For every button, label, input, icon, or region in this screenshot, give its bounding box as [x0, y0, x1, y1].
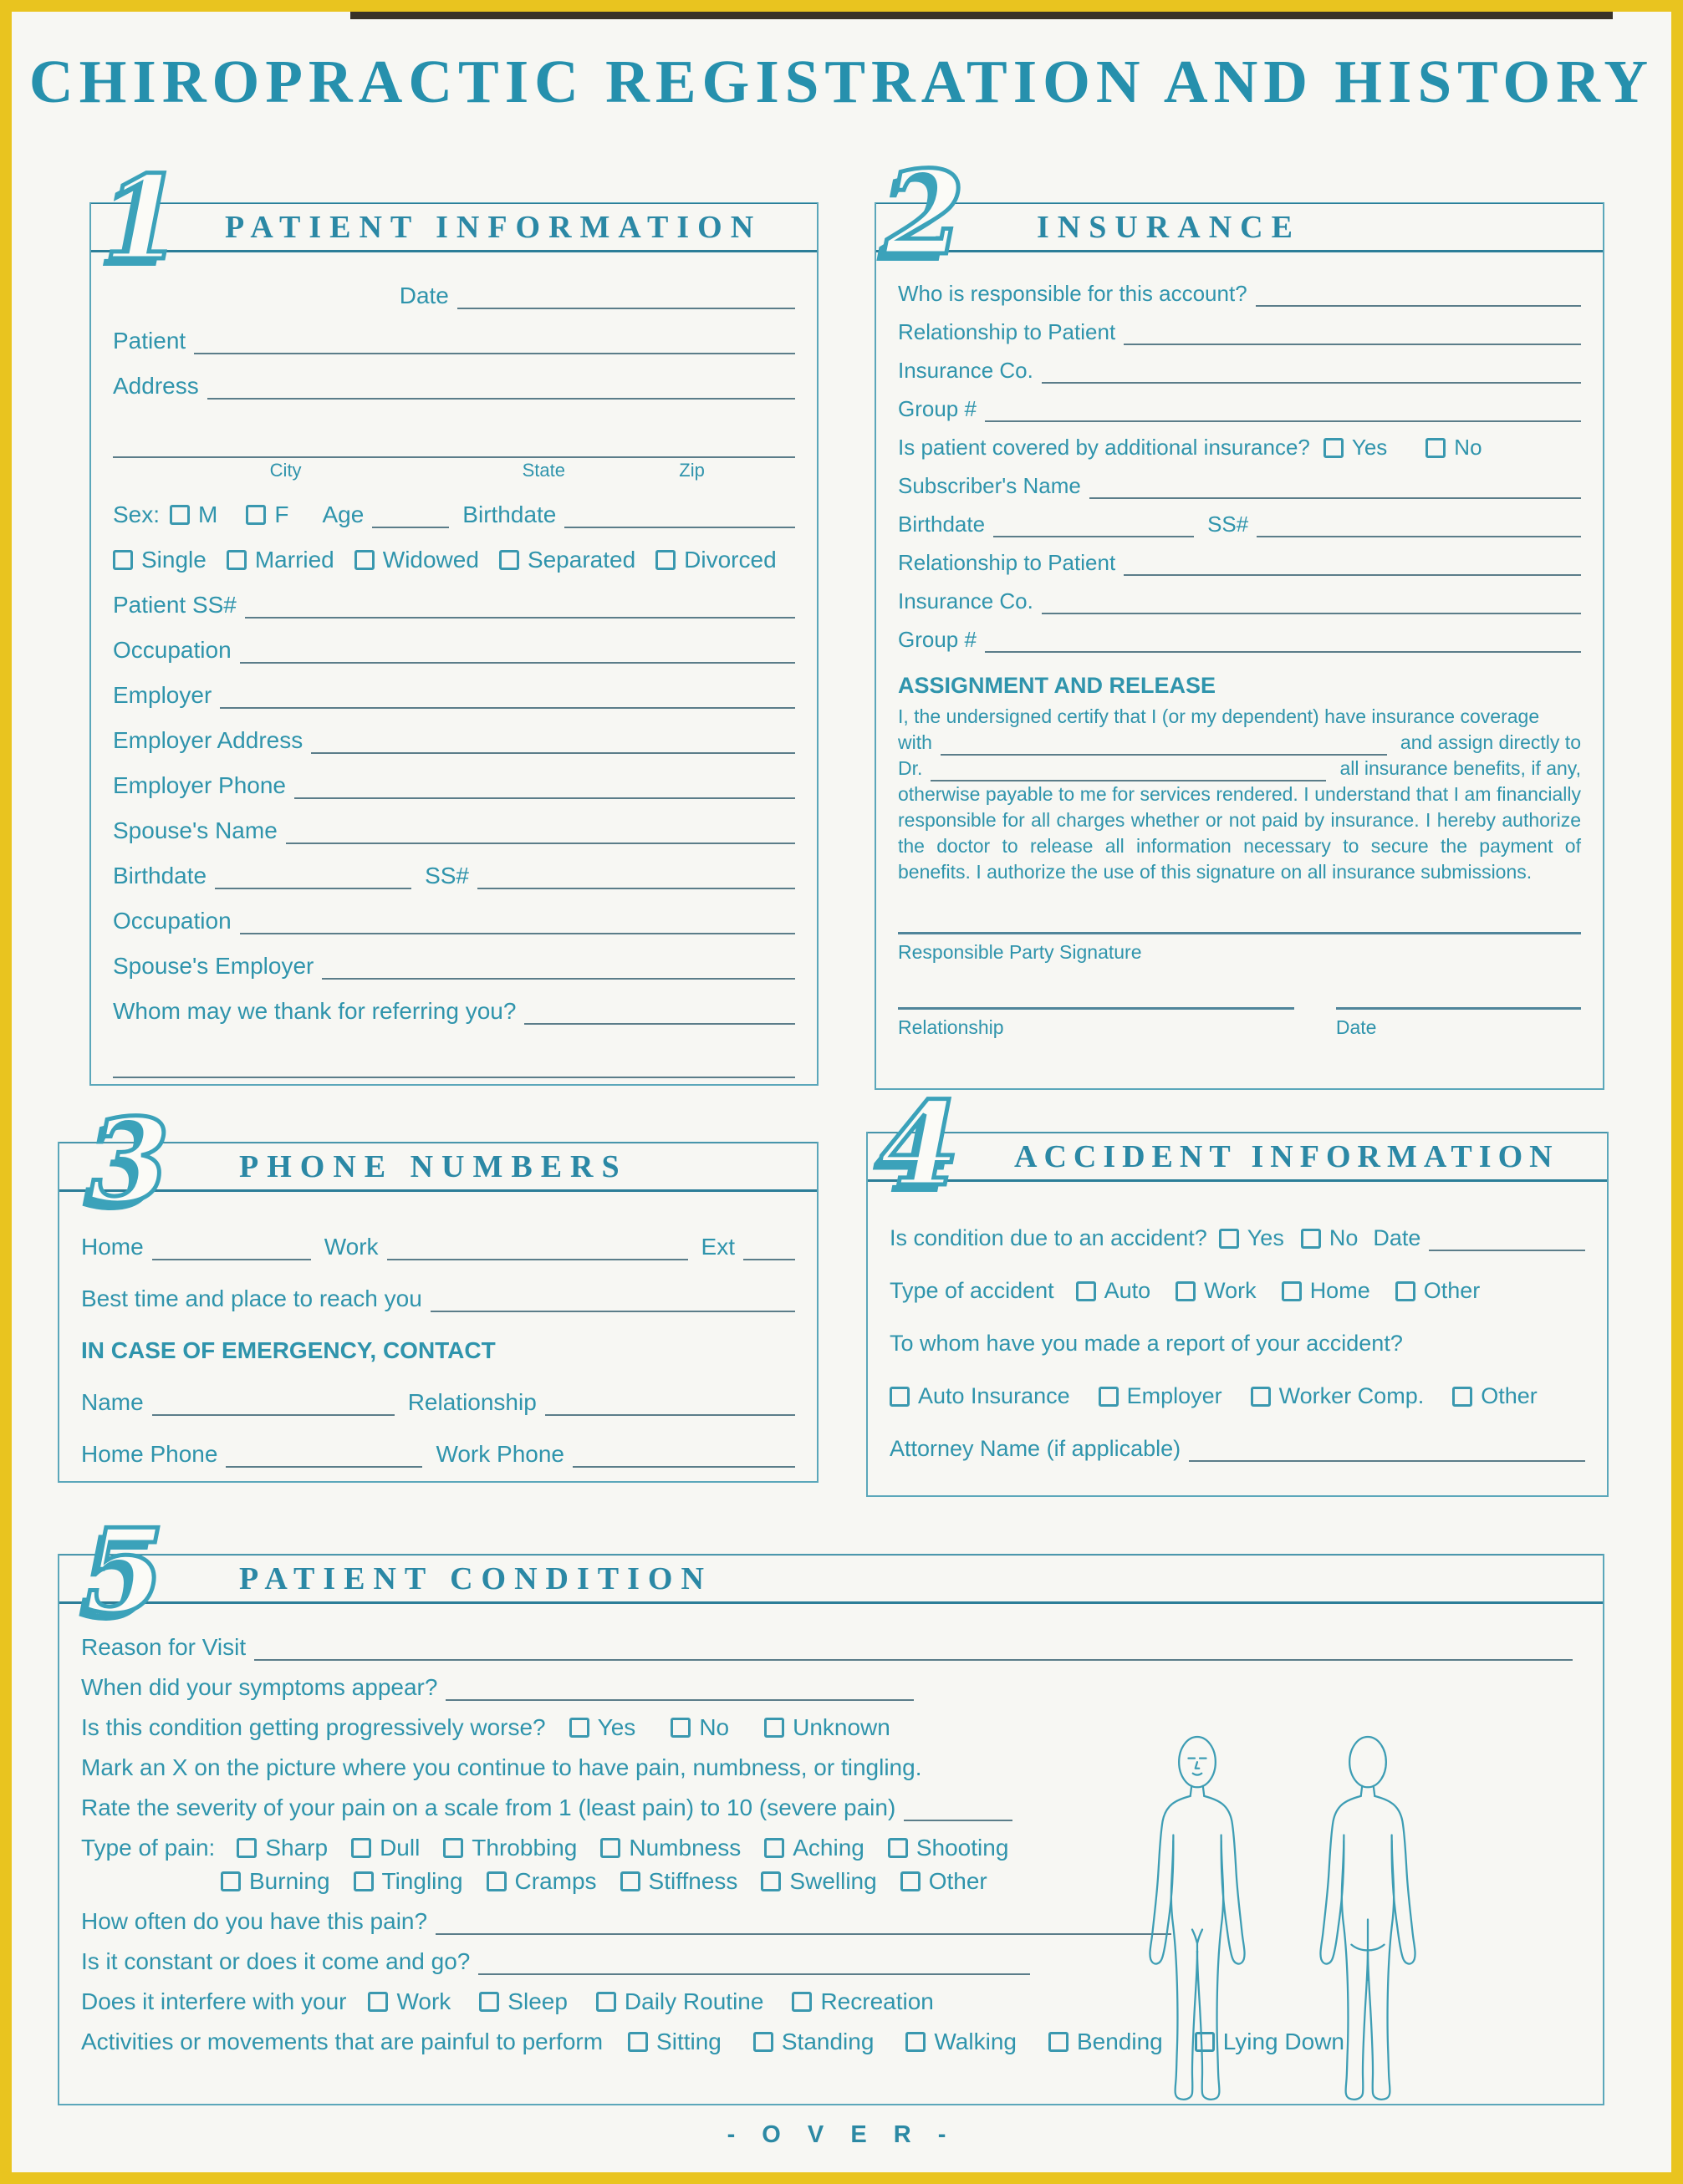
- activity-sitting-checkbox[interactable]: [628, 2032, 648, 2052]
- type-home-checkbox[interactable]: [1282, 1281, 1302, 1301]
- constant-field[interactable]: [478, 1950, 1030, 1975]
- report-worker-comp-checkbox[interactable]: [1251, 1387, 1271, 1407]
- section-patient-information: [89, 150, 819, 1086]
- spouse-birthdate-field[interactable]: [215, 864, 411, 889]
- emergency-name-field[interactable]: [152, 1391, 395, 1416]
- subscriber-ss-label: SS#: [1207, 512, 1249, 537]
- section-accident-information: [866, 1076, 1609, 1497]
- type-other-label: Other: [1423, 1278, 1481, 1303]
- spouse-employer-field[interactable]: [322, 955, 795, 980]
- over-label: - O V E R -: [727, 2121, 956, 2148]
- pain-other-checkbox[interactable]: [900, 1871, 921, 1891]
- section-number-1: 1: [103, 150, 184, 286]
- pain-sharp-label: Sharp: [265, 1835, 329, 1861]
- type-work-checkbox[interactable]: [1176, 1281, 1196, 1301]
- pain-swelling-checkbox[interactable]: [761, 1871, 781, 1891]
- pain-stiffness-label: Stiffness: [648, 1868, 738, 1894]
- home-label: Home: [81, 1234, 144, 1260]
- subscriber-birthdate-label: Birthdate: [898, 512, 986, 537]
- sex-female-checkbox[interactable]: [246, 505, 266, 525]
- married-checkbox[interactable]: [227, 550, 247, 570]
- assignment-paragraph-2: otherwise payable to me for services rendered. I understand that I am financially responsible for all charges whether or not paid by insurance. I hereby authorize the doctor to release all information necessary to secure the payment of benefits. I authorize the use of this signature on all insurance submissions.: [898, 783, 1581, 883]
- worse-no-checkbox[interactable]: [671, 1718, 691, 1738]
- activity-sitting-label: Sitting: [656, 2029, 722, 2054]
- occupation-field[interactable]: [240, 639, 795, 664]
- worse-yes-label: Yes: [597, 1714, 636, 1740]
- subscriber-label: Subscriber's Name: [898, 473, 1081, 498]
- emergency-relationship-field[interactable]: [545, 1391, 795, 1416]
- subscriber-ss-field[interactable]: [1257, 512, 1581, 537]
- activity-standing-checkbox[interactable]: [753, 2032, 773, 2052]
- pain-stiffness-checkbox[interactable]: [620, 1871, 640, 1891]
- report-other-checkbox[interactable]: [1452, 1387, 1472, 1407]
- assign-directly-label: and assign directly to: [1400, 731, 1581, 753]
- widowed-label: Widowed: [382, 547, 479, 573]
- emergency-home-phone-label: Home Phone: [81, 1441, 218, 1467]
- employer-label: Employer: [113, 682, 212, 708]
- pain-numbness-checkbox[interactable]: [600, 1838, 620, 1858]
- activity-standing-label: Standing: [781, 2029, 875, 2054]
- pain-shooting-checkbox[interactable]: [888, 1838, 908, 1858]
- worse-label: Is this condition getting progressively worse?: [81, 1714, 546, 1740]
- how-often-field[interactable]: [436, 1910, 1171, 1935]
- subscriber-birthdate-field[interactable]: [993, 512, 1194, 537]
- benefits-label: all insurance benefits, if any,: [1339, 757, 1581, 779]
- interfere-recreation-label: Recreation: [820, 1988, 934, 2014]
- pain-cramps-label: Cramps: [514, 1868, 597, 1894]
- report-employer-checkbox[interactable]: [1099, 1387, 1119, 1407]
- responsible-field[interactable]: [1256, 282, 1581, 307]
- emergency-work-phone-label: Work Phone: [436, 1441, 564, 1467]
- spouse-employer-label: Spouse's Employer: [113, 953, 314, 979]
- section-insurance: [875, 145, 1604, 1090]
- group-label: Group #: [898, 396, 977, 421]
- pain-tingling-label: Tingling: [381, 1868, 463, 1894]
- patient-field[interactable]: [194, 329, 795, 354]
- employer-address-field[interactable]: [311, 729, 795, 754]
- accident-no-label: No: [1329, 1225, 1359, 1250]
- pain-burning-checkbox[interactable]: [221, 1871, 241, 1891]
- best-time-label: Best time and place to reach you: [81, 1285, 422, 1311]
- group2-label: Group #: [898, 627, 977, 652]
- section-3-title: PHONE NUMBERS: [239, 1148, 628, 1184]
- accident-yes-label: Yes: [1247, 1225, 1284, 1250]
- separated-checkbox[interactable]: [499, 550, 519, 570]
- dr-field[interactable]: [931, 760, 1326, 781]
- date-signature-label: Date: [1335, 1016, 1377, 1038]
- state-label: State: [522, 460, 565, 481]
- section-2-header: [876, 204, 1603, 252]
- pain-burning-label: Burning: [249, 1868, 330, 1894]
- activity-bending-checkbox[interactable]: [1048, 2032, 1068, 2052]
- report-other-label: Other: [1481, 1383, 1538, 1408]
- pain-numbness-label: Numbness: [629, 1835, 742, 1861]
- type-home-label: Home: [1309, 1278, 1370, 1303]
- employer-phone-label: Employer Phone: [113, 772, 287, 798]
- pain-aching-label: Aching: [793, 1835, 864, 1861]
- emergency-home-phone-field[interactable]: [226, 1443, 422, 1468]
- spouse-occupation-field[interactable]: [240, 909, 795, 934]
- address-field[interactable]: [207, 374, 795, 400]
- dr-label: Dr.: [898, 757, 923, 779]
- report-auto-insurance-label: Auto Insurance: [918, 1383, 1070, 1408]
- reason-field[interactable]: [254, 1636, 1573, 1661]
- pain-swelling-label: Swelling: [789, 1868, 877, 1894]
- attorney-label: Attorney Name (if applicable): [890, 1436, 1181, 1461]
- spouse-name-label: Spouse's Name: [113, 817, 278, 843]
- constant-label: Is it constant or does it come and go?: [81, 1948, 471, 1974]
- activity-lying-down-label: Lying Down: [1222, 2029, 1344, 2054]
- spouse-birthdate-label: Birthdate: [113, 863, 207, 888]
- interfere-work-checkbox[interactable]: [368, 1992, 388, 2012]
- work-field[interactable]: [387, 1235, 688, 1260]
- rate-label: Rate the severity of your pain on a scale from 1 (least pain) to 10 (severe pain): [81, 1795, 896, 1820]
- section-5-header: [59, 1555, 1603, 1604]
- symptoms-label: When did your symptoms appear?: [81, 1674, 438, 1700]
- relationship2-label: Relationship to Patient: [898, 550, 1116, 575]
- interfere-sleep-label: Sleep: [507, 1988, 568, 2014]
- date-signature-line[interactable]: [1336, 1007, 1581, 1010]
- age-label: Age: [322, 501, 365, 527]
- type-other-checkbox[interactable]: [1395, 1281, 1415, 1301]
- pain-aching-checkbox[interactable]: [764, 1838, 784, 1858]
- city-state-zip-field[interactable]: [113, 433, 795, 458]
- pain-shooting-label: Shooting: [915, 1835, 1009, 1861]
- accident-type-label: Type of accident: [890, 1278, 1054, 1303]
- relationship-label: Relationship to Patient: [898, 319, 1116, 344]
- activity-walking-label: Walking: [934, 2029, 1017, 2054]
- city-label: City: [269, 460, 302, 481]
- with-field[interactable]: [941, 734, 1387, 756]
- divorced-label: Divorced: [684, 547, 777, 573]
- interfere-sleep-checkbox[interactable]: [479, 1992, 499, 2012]
- reason-label: Reason for Visit: [81, 1634, 247, 1660]
- worse-yes-checkbox[interactable]: [569, 1718, 589, 1738]
- type-work-label: Work: [1204, 1278, 1257, 1303]
- referring-label: Whom may we thank for referring you?: [113, 998, 517, 1024]
- section-2-title: INSURANCE: [1037, 209, 1301, 245]
- occupation-label: Occupation: [113, 637, 232, 663]
- accident-no-checkbox[interactable]: [1301, 1229, 1321, 1249]
- body-diagram-front[interactable]: [1131, 1729, 1263, 2107]
- activity-bending-label: Bending: [1076, 2029, 1163, 2054]
- emergency-relationship-label: Relationship: [407, 1389, 537, 1415]
- insurance-co-field[interactable]: [1042, 359, 1581, 384]
- section-1-header: [91, 204, 817, 252]
- interfere-work-label: Work: [396, 1988, 451, 2014]
- pain-other-label: Other: [928, 1868, 987, 1894]
- section-number-5: 5: [84, 1503, 166, 1639]
- how-often-label: How often do you have this pain?: [81, 1908, 428, 1934]
- divorced-checkbox[interactable]: [655, 550, 676, 570]
- interfere-label: Does it interfere with your: [81, 1988, 347, 2014]
- subscriber-field[interactable]: [1089, 474, 1581, 499]
- worse-unknown-checkbox[interactable]: [764, 1718, 784, 1738]
- section-number-2: 2: [885, 145, 966, 281]
- group-field[interactable]: [985, 397, 1581, 422]
- section-3-header: [59, 1143, 817, 1192]
- section-4-header: [868, 1133, 1607, 1182]
- patient-ss-field[interactable]: [245, 593, 795, 619]
- pain-cramps-checkbox[interactable]: [487, 1871, 507, 1891]
- section-phone-numbers: [58, 1092, 819, 1483]
- rate-field[interactable]: [904, 1796, 1012, 1821]
- form-title: CHIROPRACTIC REGISTRATION AND HISTORY: [28, 48, 1655, 115]
- address-label: Address: [113, 373, 199, 399]
- sex-female-label: F: [274, 501, 289, 527]
- single-checkbox[interactable]: [113, 550, 133, 570]
- married-label: Married: [254, 547, 334, 573]
- interfere-daily-routine-label: Daily Routine: [624, 1988, 764, 2014]
- age-field[interactable]: [372, 503, 449, 528]
- spouse-ss-field[interactable]: [477, 864, 795, 889]
- mark-x-label: Mark an X on the picture where you continue to have pain, numbness, or tingling.: [81, 1754, 922, 1780]
- assignment-paragraph-1: I, the undersigned certify that I (or my dependent) have insurance coverage: [898, 705, 1540, 727]
- date-label: Date: [399, 283, 449, 308]
- additional-no-checkbox[interactable]: [1425, 438, 1446, 458]
- pain-throbbing-label: Throbbing: [472, 1835, 578, 1861]
- best-time-field[interactable]: [431, 1287, 795, 1312]
- referring-field[interactable]: [524, 1000, 795, 1025]
- relationship-field[interactable]: [1124, 320, 1581, 345]
- section-patient-condition: [58, 1503, 1604, 2105]
- insurance-co2-label: Insurance Co.: [898, 588, 1033, 613]
- interfere-recreation-checkbox[interactable]: [792, 1992, 812, 2012]
- pain-throbbing-checkbox[interactable]: [443, 1838, 463, 1858]
- additional-yes-label: Yes: [1351, 435, 1388, 460]
- assignment-title: ASSIGNMENT AND RELEASE: [898, 673, 1216, 698]
- section-number-4: 4: [880, 1076, 961, 1212]
- referring-extra-field[interactable]: [113, 1053, 795, 1078]
- ext-field[interactable]: [743, 1235, 795, 1260]
- sex-male-checkbox[interactable]: [170, 505, 190, 525]
- group2-field[interactable]: [985, 628, 1581, 653]
- responsible-label: Who is responsible for this account?: [898, 281, 1247, 306]
- pain-type-label: Type of pain:: [81, 1835, 216, 1861]
- section-4-title: ACCIDENT INFORMATION: [1014, 1138, 1559, 1174]
- relationship-signature-line[interactable]: [898, 1007, 1294, 1010]
- relationship2-field[interactable]: [1124, 551, 1581, 576]
- separated-label: Separated: [527, 547, 636, 573]
- activity-walking-checkbox[interactable]: [905, 2032, 926, 2052]
- responsible-party-signature-line[interactable]: [898, 932, 1581, 934]
- ext-label: Ext: [701, 1234, 735, 1260]
- city-state-zip-sublabels: [113, 458, 795, 483]
- section-1-title: PATIENT INFORMATION: [225, 209, 762, 245]
- pain-tingling-checkbox[interactable]: [354, 1871, 374, 1891]
- responsible-party-signature-label: Responsible Party Signature: [898, 941, 1142, 963]
- pain-dull-label: Dull: [380, 1835, 421, 1861]
- body-diagram-back[interactable]: [1302, 1729, 1434, 2107]
- section-5-title: PATIENT CONDITION: [239, 1560, 712, 1596]
- accident-yes-checkbox[interactable]: [1219, 1229, 1239, 1249]
- sex-male-label: M: [198, 501, 218, 527]
- type-auto-label: Auto: [1104, 1278, 1151, 1303]
- attorney-field[interactable]: [1189, 1437, 1585, 1462]
- worse-unknown-label: Unknown: [793, 1714, 890, 1740]
- activities-label: Activities or movements that are painful to perform: [81, 2029, 604, 2054]
- home-field[interactable]: [152, 1235, 311, 1260]
- accident-date-label: Date: [1373, 1225, 1421, 1250]
- employer-address-label: Employer Address: [113, 727, 303, 753]
- report-worker-comp-label: Worker Comp.: [1278, 1383, 1425, 1408]
- single-label: Single: [141, 547, 207, 573]
- zip-label: Zip: [679, 460, 705, 481]
- emergency-contact-label: IN CASE OF EMERGENCY, CONTACT: [81, 1337, 496, 1363]
- report-employer-label: Employer: [1126, 1383, 1222, 1408]
- birthdate-label: Birthdate: [462, 501, 557, 527]
- pain-dull-checkbox[interactable]: [351, 1838, 371, 1858]
- accident-date-field[interactable]: [1429, 1226, 1585, 1251]
- symptoms-field[interactable]: [446, 1676, 914, 1701]
- insurance-co2-field[interactable]: [1042, 589, 1581, 614]
- emergency-work-phone-field[interactable]: [573, 1443, 795, 1468]
- with-label: with: [898, 731, 932, 753]
- patient-ss-label: Patient SS#: [113, 592, 237, 618]
- widowed-checkbox[interactable]: [354, 550, 375, 570]
- interfere-daily-routine-checkbox[interactable]: [596, 1992, 616, 2012]
- additional-yes-checkbox[interactable]: [1323, 438, 1344, 458]
- sex-label: Sex:: [113, 501, 161, 527]
- worse-no-label: No: [699, 1714, 730, 1740]
- pain-sharp-checkbox[interactable]: [237, 1838, 257, 1858]
- work-label: Work: [324, 1234, 379, 1260]
- additional-insurance-label: Is patient covered by additional insurance?: [898, 435, 1310, 460]
- scan-artifact-strip: [350, 12, 1613, 19]
- type-auto-checkbox[interactable]: [1076, 1281, 1096, 1301]
- report-question-label: To whom have you made a report of your accident?: [890, 1331, 1403, 1356]
- additional-no-label: No: [1454, 435, 1482, 460]
- birthdate-field[interactable]: [564, 503, 795, 528]
- insurance-co-label: Insurance Co.: [898, 358, 1033, 383]
- emergency-name-label: Name: [81, 1389, 144, 1415]
- section-number-3: 3: [89, 1092, 171, 1229]
- spouse-name-field[interactable]: [286, 819, 795, 844]
- accident-due-label: Is condition due to an accident?: [890, 1225, 1207, 1250]
- relationship-signature-label: Relationship: [898, 1016, 1004, 1038]
- date-field[interactable]: [457, 284, 795, 309]
- spouse-ss-label: SS#: [425, 863, 470, 888]
- employer-phone-field[interactable]: [294, 774, 795, 799]
- spouse-occupation-label: Occupation: [113, 908, 232, 934]
- report-auto-insurance-checkbox[interactable]: [890, 1387, 910, 1407]
- employer-field[interactable]: [220, 684, 795, 709]
- patient-label: Patient: [113, 328, 186, 354]
